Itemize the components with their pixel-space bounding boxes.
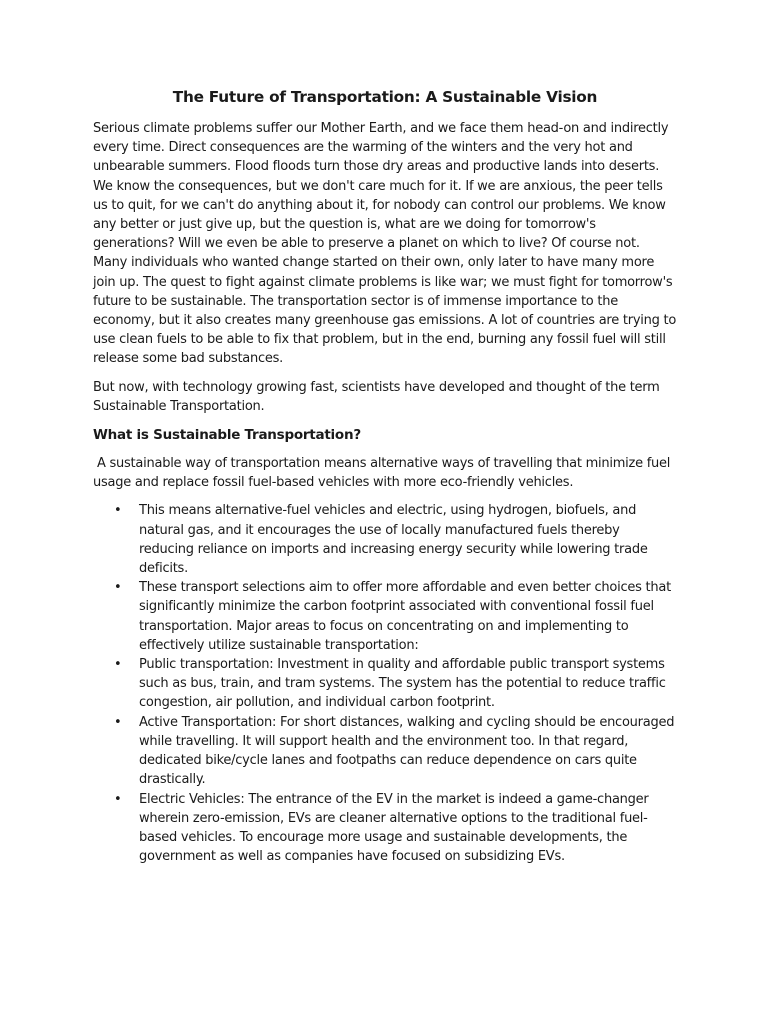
- bullet-icon: •: [114, 657, 122, 673]
- list-item: [93, 501, 677, 578]
- bullet-icon: •: [114, 714, 122, 730]
- list-item: [93, 713, 677, 790]
- list-item-text: This means alternative-fuel vehicles and electric, using hydrogen, biofuels, and natural gas, and it encourages the use of locally manufactured fuels thereby reducing reliance on imports and increasing energy security while lowering trade deficits.: [139, 503, 648, 577]
- document-title: The Future of Transportation: A Sustainable Vision: [172, 88, 598, 106]
- intro-paragraph: Serious climate problems suffer our Mother Earth, and we face them head-on and indirectly every time. Direct consequences are the warming of the winters and the very hot and unbearable summers. Flood floods turn those dry areas and productive lands into deserts. We know the consequences, but we don't care much for it. If we are anxious, the peer tells us to quit, for we can't do anything about it, for nobody can control our problems. We know any better or just give up, but the question is, what are we doing for tomorrow's generations? Will we even be able to preserve a planet on which to live? Of course not. Many individuals who wanted change started on their own, only later to have many more join up. The quest to fight against climate problems is like war; we must fight for tomorrow's future to be sustainable. The transportation sector is of immense importance to the economy, but it also creates many greenhouse gas emissions. A lot of countries are trying to use clean fuels to be able to fix that problem, but in the end, burning any fossil fuel will still release some bad substances.: [93, 121, 677, 367]
- list-item-text: Electric Vehicles: The entrance of the EV in the market is indeed a game-changer wherein zero-emission, EVs are cleaner alternative options to the traditional fuel-based vehicles. To encourage more usage and sustainable developments, the government as well as companies have focused on subsidizing EVs.: [139, 791, 649, 865]
- bullet-list: [93, 501, 677, 866]
- list-item-text: Public transportation: Investment in quality and affordable public transport systems such as bus, train, and tram systems. The system has the potential to reduce traffic congestion, air pollution, and individual carbon footprint.: [139, 657, 666, 711]
- list-item: [93, 790, 677, 867]
- technology-paragraph: But now, with technology growing fast, scientists have developed and thought of the term Sustainable Transportation.: [93, 379, 660, 414]
- list-item-text: These transport selections aim to offer more affordable and even better choices that significantly minimize the carbon footprint associated with conventional fossil fuel transportation. Major areas to focus on concentrating on and implementing to effectively utilize sustainable transportation:: [139, 580, 671, 653]
- list-item: [93, 578, 677, 655]
- bullet-icon: •: [114, 791, 122, 807]
- list-item-text: Active Transportation: For short distances, walking and cycling should be encouraged while travelling. It will support health and the environment too. In that regard, dedicated bike/cycle lanes and footpaths can reduce dependence on cars quite drastically.: [139, 714, 675, 788]
- document-body: [93, 86, 677, 866]
- bullet-icon: •: [114, 503, 122, 519]
- bullet-icon: •: [114, 580, 122, 596]
- section-heading: What is Sustainable Transportation?: [93, 427, 361, 444]
- list-item: [93, 655, 677, 713]
- definition-paragraph: A sustainable way of transportation means alternative ways of travelling that minimize fuel usage and replace fossil fuel-based vehicles with more eco-friendly vehicles.: [93, 456, 671, 491]
